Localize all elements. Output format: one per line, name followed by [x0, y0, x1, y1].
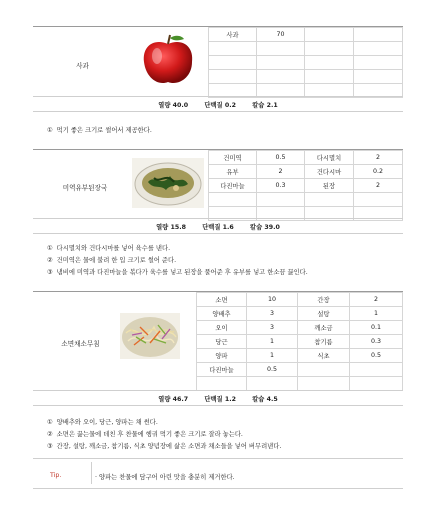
noodle-salad-image	[120, 313, 180, 359]
dish-name: 소면채소무침	[61, 340, 100, 348]
tip-text: · 양파는 찬물에 담구어 아린 맛을 충분히 제거한다.	[95, 474, 235, 481]
ingredient-amount: 70	[257, 28, 305, 42]
recipe-step: ③ 간장, 설탕, 깨소금, 참기름, 식초 양념장에 삶은 소면과 채소들을 넣어 버무려낸다.	[47, 443, 282, 450]
ingredient-table	[208, 27, 403, 98]
dish-name: 미역유부된장국	[62, 184, 108, 192]
recipe-step: ② 소면은 끓는물에 데친 후 찬물에 헹궈 먹기 좋은 크기로 잘라 놓는다.	[47, 431, 243, 438]
tip-label: Tip.	[50, 472, 62, 479]
recipe-step: ③ 냄비에 미역과 다진마늘을 볶다가 육수를 넣고 된장을 풀어준 후 유부를 넣고 한소끔 끓인다.	[47, 269, 308, 276]
nutrition-summary: 열량 46.7 단백질 1.2 칼슘 4.5	[158, 396, 278, 403]
dish-name: 사과	[76, 62, 89, 70]
ingredient-name: 사과	[209, 28, 257, 42]
recipe-step: ② 건미역은 물에 불려 한 입 크기로 썰어 준다.	[47, 257, 177, 264]
nutrition-summary: 열량 40.0 단백질 0.2 칼슘 2.1	[158, 102, 278, 109]
apple-image	[132, 32, 204, 88]
recipe-step: ① 다시멸치와 건다시마를 넣어 육수를 낸다.	[47, 245, 171, 252]
nutrition-summary: 열량 15.8 단백질 1.6 칼슘 39.0	[156, 224, 280, 231]
ingredient-table: 소면 10 간장 2 양배추 3 설탕 1 오이 3 깨소금 0.1 당근 1 참기름 0.3 양파 1 식초 0.5 다진마늘 0.5	[196, 292, 403, 391]
recipe-step: ① 먹기 좋은 크기로 썰어서 제공한다.	[47, 127, 152, 134]
recipe-step: ① 양배추와 오이, 당근, 양파는 채 썬다.	[47, 419, 158, 426]
seaweed-soup-image	[132, 158, 204, 208]
ingredient-table: 건미역 0.5 다시멸치 2 유부 2 건다시마 0.2 다진마늘 0.3 된장 2	[208, 150, 403, 221]
tip-divider	[91, 462, 92, 484]
